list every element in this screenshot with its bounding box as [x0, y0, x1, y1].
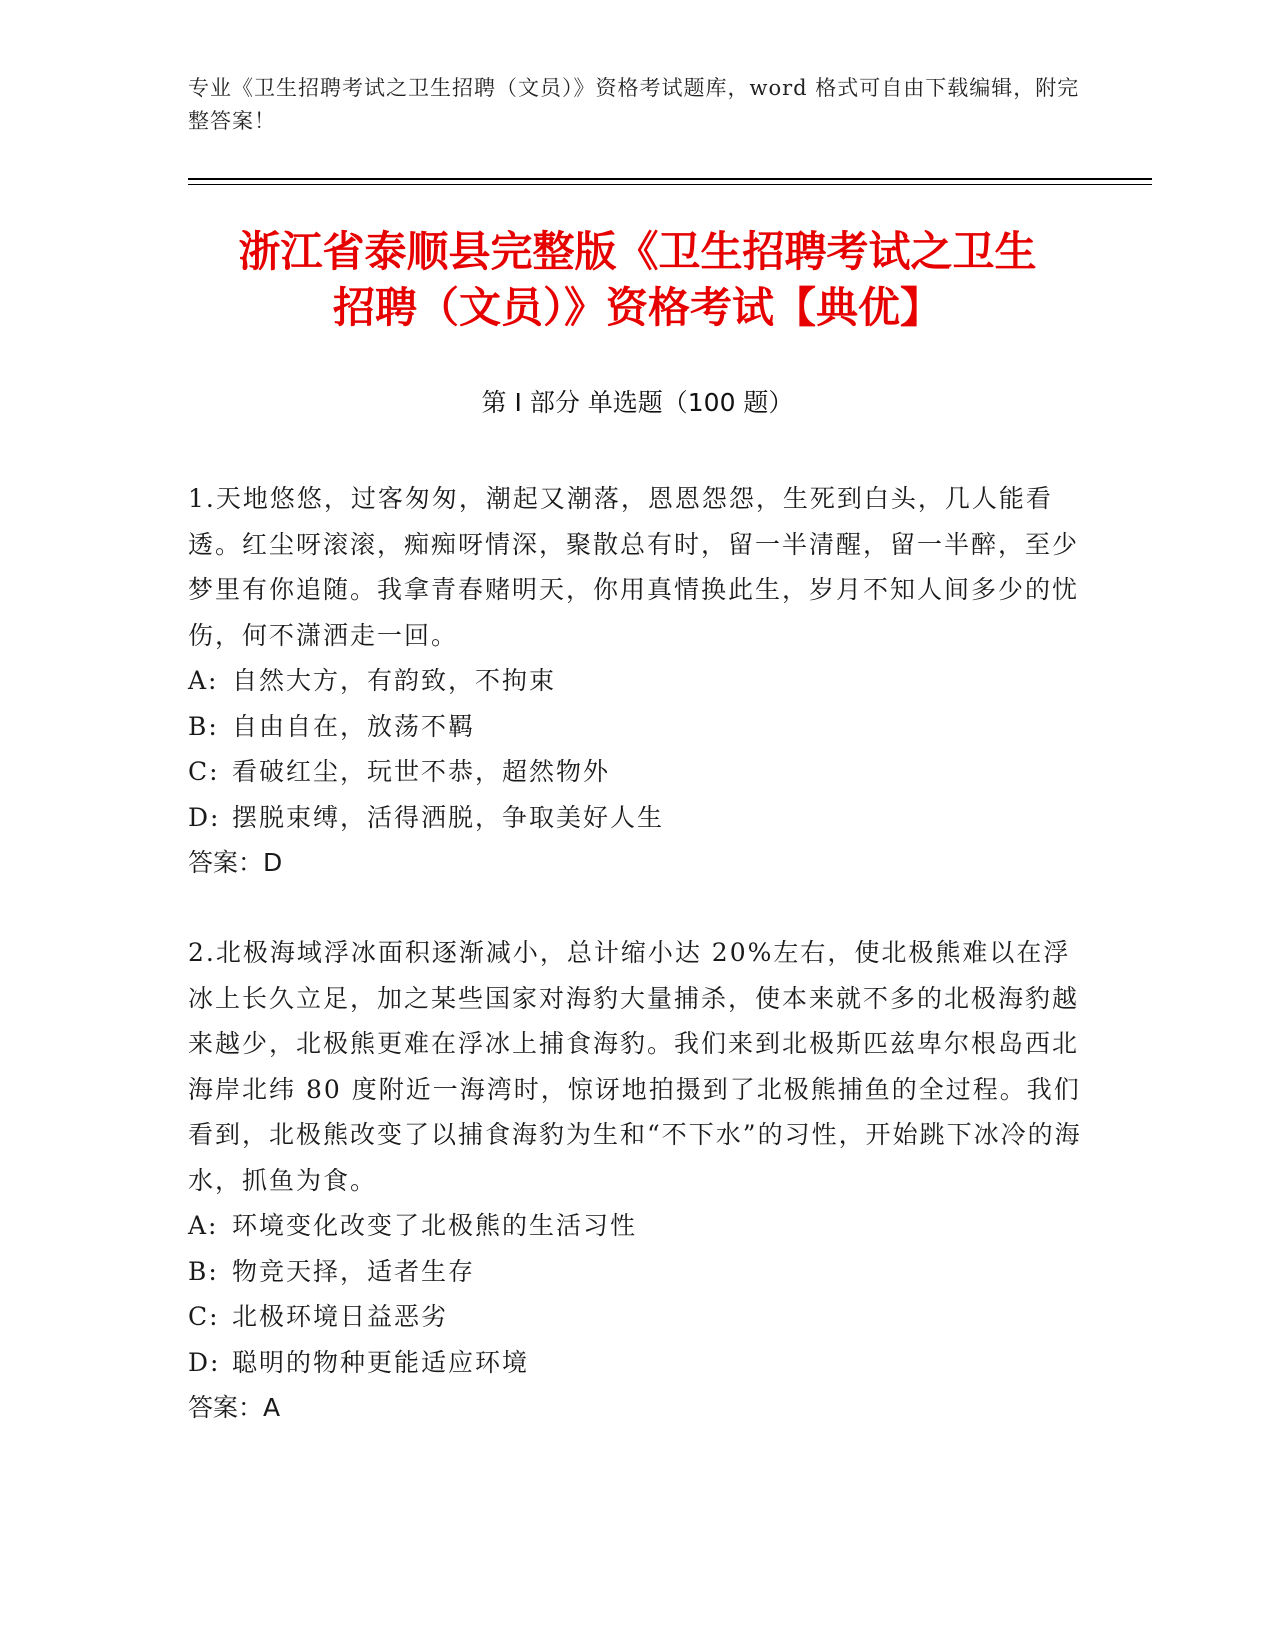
option-key: D:: [188, 1347, 221, 1377]
option-key: B:: [188, 1256, 219, 1286]
option-text: 自由自在，放荡不羁: [232, 711, 476, 741]
answer-line: 答案：D: [188, 848, 283, 877]
option-a: [188, 658, 1088, 704]
option-key: C:: [188, 1302, 220, 1331]
document-title: [160, 224, 1115, 336]
header-divider-thin: [188, 184, 1152, 185]
question-stem: 2.北极海域浮冰面积逐渐减小，总计缩小达 20%左右，使北极熊难以在浮冰上长久立足，加之某些国家对海豹大量捕杀，使本来就不多的北极海豹越来越少，北极熊更难在浮冰上捕食海豹。我们来到北极斯匹兹卑尔根岛西北海岸北纬 80 度附近一海湾时，惊讶地拍摄到了北极熊捕鱼的全过程。我们看到，北极熊改变了以捕食海豹为生和“不下水”的习性，开始跳下冰冷的海水，抓鱼为食。: [188, 938, 1082, 1195]
question-1: [188, 476, 1088, 886]
option-text: 环境变化改变了北极熊的生活习性: [232, 1211, 638, 1240]
option-text: 北极环境日益恶劣: [232, 1302, 449, 1331]
section-title: 第 I 部分 单选题（100 题）: [481, 388, 794, 417]
question-2: [188, 930, 1088, 1431]
document-title-line-2: 招聘（文员）》资格考试【典优】: [332, 283, 942, 332]
option-d: [188, 1340, 1088, 1386]
option-key: D:: [188, 802, 221, 832]
option-key: B:: [188, 711, 219, 741]
option-b: [188, 704, 1088, 750]
option-c: [188, 749, 1088, 795]
option-text: 聪明的物种更能适应环境: [232, 1347, 530, 1377]
option-text: 摆脱束缚，活得洒脱，争取美好人生: [232, 802, 665, 832]
option-key: C:: [188, 757, 220, 786]
option-text: 看破红尘，玩世不恭，超然物外: [232, 757, 611, 786]
header-note: 专业《卫生招聘考试之卫生招聘（文员）》资格考试题库，word 格式可自由下载编辑，附完整答案！: [188, 76, 1080, 133]
option-a: [188, 1203, 1088, 1249]
option-d: [188, 795, 1088, 841]
option-c: [188, 1294, 1088, 1340]
option-key: A:: [188, 1211, 219, 1240]
header-divider-thick: [188, 178, 1152, 180]
option-b: [188, 1249, 1088, 1295]
option-text: 物竞天择，适者生存: [232, 1256, 476, 1286]
answer-line: 答案：A: [188, 1393, 281, 1422]
option-key: A:: [188, 666, 219, 695]
document-title-line-1: 浙江省泰顺县完整版《卫生招聘考试之卫生: [238, 227, 1037, 276]
question-stem: 1.天地悠悠，过客匆匆，潮起又潮落，恩恩怨怨，生死到白头，几人能看透。红尘呀滚滚，痴痴呀情深，聚散总有时，留一半清醒，留一半醉，至少梦里有你追随。我拿青春赌明天，你用真情换此生，岁月不知人间多少的忧伤，何不潇洒走一回。: [188, 484, 1080, 650]
option-text: 自然大方，有韵致，不拘束: [232, 666, 557, 695]
